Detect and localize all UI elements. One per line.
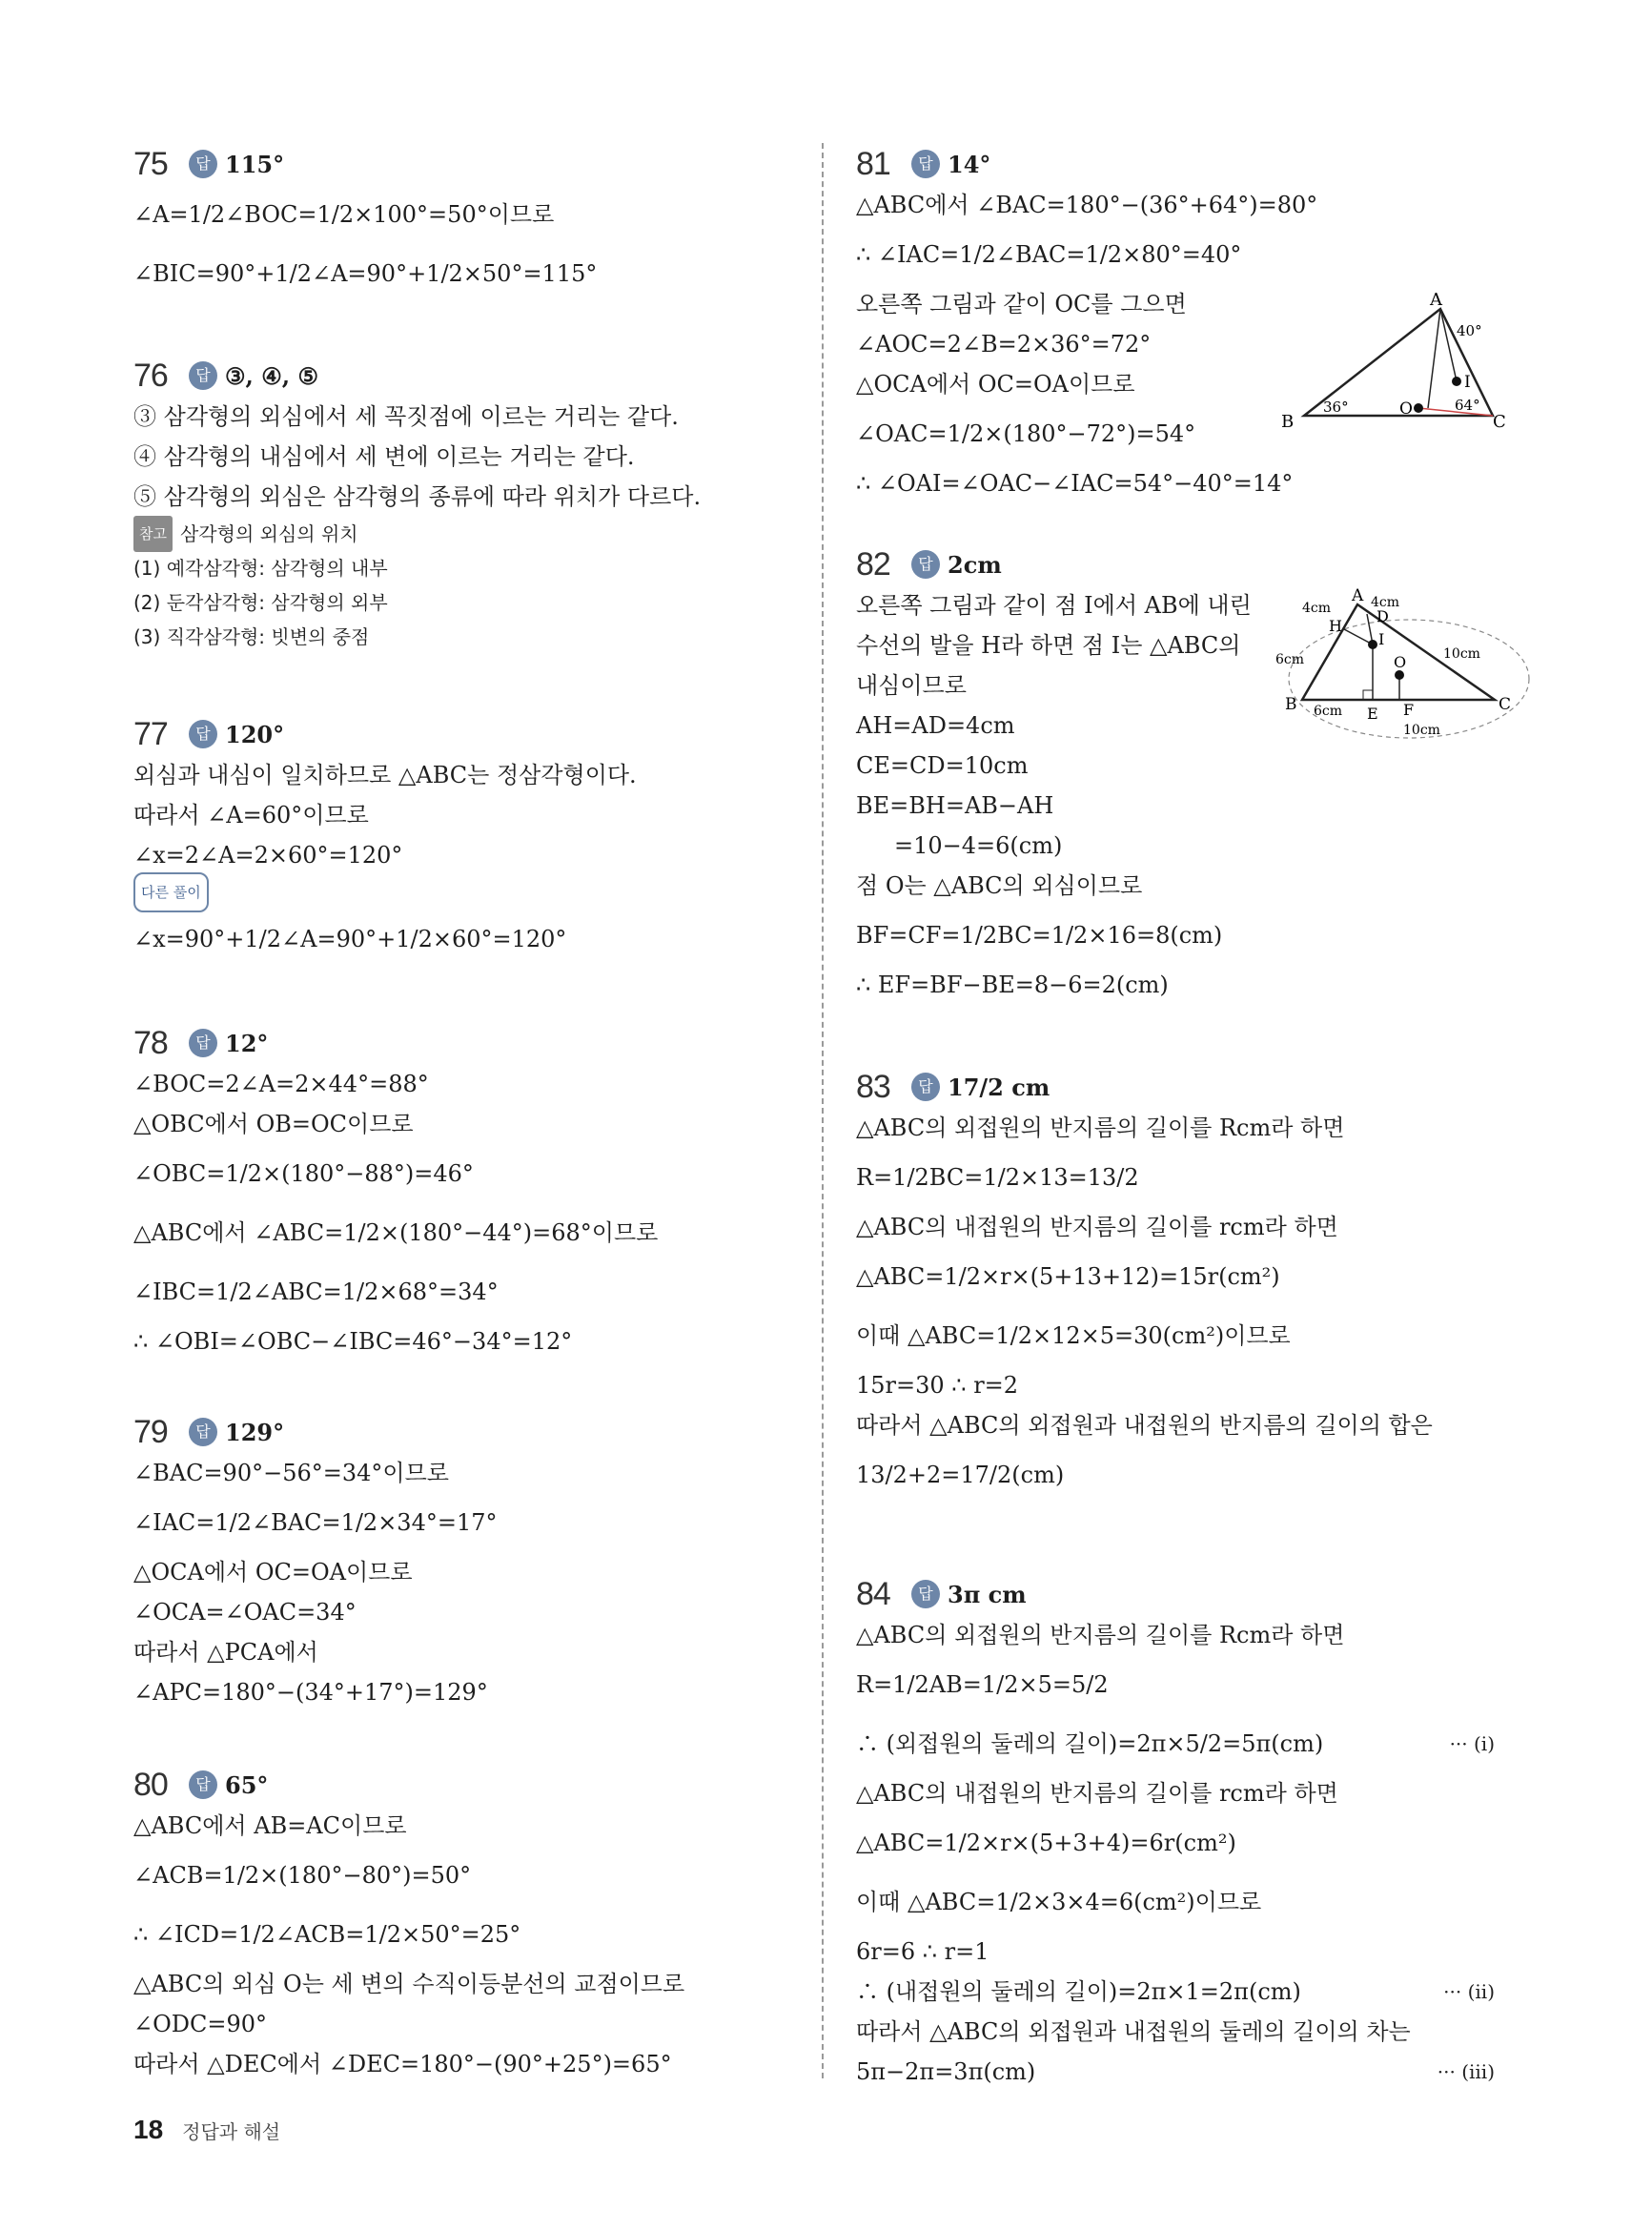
vertex-label-c: C	[1493, 412, 1506, 432]
problem-header	[133, 1764, 801, 1806]
answer-value: 12°	[225, 1029, 269, 1057]
note-header	[133, 517, 801, 551]
point-label-o: O	[1394, 653, 1407, 671]
answer-value: 115°	[225, 150, 285, 178]
solution-line: R=1/2AB=1/2×5=5/2	[856, 1671, 1109, 1698]
solution-line: 13/2+2=17/2(cm)	[856, 1462, 1065, 1488]
problem-number: 79	[133, 1413, 168, 1450]
problem-75	[133, 143, 801, 303]
solution-line: △OBC에서 OB=OC이므로	[133, 1111, 414, 1137]
step-mark: ··· (iii)	[1437, 2060, 1495, 2083]
point-label-d: D	[1377, 607, 1389, 625]
solution-line: 이때 △ABC=1/2×3×4=6(cm²)이므로	[856, 1889, 1262, 1915]
point-label-f: F	[1403, 701, 1415, 719]
solution-line: ④ 삼각형의 내심에서 세 변에 이르는 거리는 같다.	[133, 443, 635, 470]
solution-line: 오른쪽 그림과 같이 OC를 그으면	[856, 291, 1187, 317]
solution-line: 따라서 △ABC의 외접원과 내접원의 둘레의 길이의 차는	[856, 2018, 1411, 2045]
length-label-ah: 4cm	[1302, 601, 1332, 616]
solution-line	[856, 1972, 1523, 2012]
solution-line	[856, 2052, 1523, 2092]
problem-header	[133, 1022, 801, 1064]
solution-line: ∠A=1/2∠BOC=1/2×100°=50°이므로	[133, 201, 555, 228]
answer-badge-icon: 답	[189, 1418, 217, 1446]
answer-badge-icon: 답	[189, 150, 217, 178]
vertex-label-b: B	[1285, 695, 1297, 714]
solution-line: ∠BAC=90°−56°=34°이므로	[133, 1460, 449, 1486]
length-label-cd: 10cm	[1443, 646, 1480, 662]
problem-number: 81	[856, 145, 890, 182]
solution-line: ∠OAC=1/2×(180°−72°)=54°	[856, 420, 1196, 447]
answer-badge-icon: 답	[911, 1073, 940, 1101]
alt-solution-line: ∠x=90°+1/2∠A=90°+1/2×60°=120°	[133, 926, 567, 952]
solution-line: △ABC=1/2×r×(5+13+12)=15r(cm²)	[856, 1263, 1280, 1290]
angle-label-c: 64°	[1455, 397, 1480, 414]
solution-line: AH=AD=4cm	[856, 712, 1015, 739]
solution-line: 내심이므로	[856, 672, 967, 699]
solution-line: 수선의 발을 H라 하면 점 I는 △ABC의	[856, 632, 1241, 659]
solution-line: BE=BH=AB−AH	[856, 792, 1054, 819]
angle-label-b: 36°	[1323, 399, 1349, 416]
solution-line: ∠ACB=1/2×(180°−80°)=50°	[133, 1862, 472, 1889]
vertex-label-c: C	[1499, 695, 1512, 714]
point-label-e: E	[1367, 705, 1378, 723]
solution-line: R=1/2BC=1/2×13=13/2	[856, 1164, 1139, 1191]
problem-80	[133, 1764, 801, 2084]
solution-line: ∴ ∠OBI=∠OBC−∠IBC=46°−34°=12°	[133, 1328, 573, 1355]
solution-line: ∠IBC=1/2∠ABC=1/2×68°=34°	[133, 1279, 499, 1305]
page-number: 18	[133, 2115, 164, 2144]
note-tag: 참고	[133, 516, 173, 552]
problem-76	[133, 355, 801, 654]
alt-solution-header	[133, 875, 801, 910]
footer-title: 정답과 해설	[182, 2120, 281, 2143]
problem-header	[856, 1573, 1523, 1615]
solution-line: △ABC에서 ∠ABC=1/2×(180°−44°)=68°이므로	[133, 1219, 659, 1246]
solution-line: ∠x=2∠A=2×60°=120°	[133, 842, 403, 869]
problem-header	[856, 543, 1523, 585]
solution-line: ∠BIC=90°+1/2∠A=90°+1/2×50°=115°	[133, 260, 598, 287]
point-label-o: O	[1399, 399, 1413, 419]
solution-line: CE=CD=10cm	[856, 752, 1029, 779]
solution-line: ∴ ∠IAC=1/2∠BAC=1/2×80°=40°	[856, 241, 1242, 268]
solution-line: ∠ODC=90°	[133, 2011, 268, 2037]
problem-83	[856, 1066, 1523, 1504]
solution-line: 점 O는 △ABC의 외심이므로	[856, 872, 1143, 899]
solution-line: △ABC의 내접원의 반지름의 길이를 rcm라 하면	[856, 1780, 1338, 1807]
solution-line: ⑤ 삼각형의 외심은 삼각형의 종류에 따라 위치가 다르다.	[133, 483, 702, 510]
problem-number: 78	[133, 1024, 168, 1061]
solution-line: △ABC의 외심 O는 세 변의 수직이등분선의 교점이므로	[133, 1971, 685, 1997]
problem-78	[133, 1022, 801, 1361]
solution-text: ∴ (내접원의 둘레의 길이)=2π×1=2π(cm)	[856, 1978, 1301, 2005]
problem-77	[133, 713, 801, 969]
solution-line: BF=CF=1/2BC=1/2×16=8(cm)	[856, 922, 1223, 949]
solution-line: △ABC에서 ∠BAC=180°−(36°+64°)=80°	[856, 192, 1318, 218]
point-label-i: I	[1464, 373, 1471, 392]
problem-header	[133, 355, 801, 397]
solution-line: ∠AOC=2∠B=2×36°=72°	[856, 331, 1152, 358]
triangle-figure-81	[1275, 292, 1504, 439]
answer-badge-icon: 답	[189, 361, 217, 390]
alt-solution-tag: 다른 풀이	[133, 872, 209, 912]
solution-line: △ABC에서 AB=AC이므로	[133, 1812, 407, 1839]
point-label-i: I	[1378, 630, 1385, 648]
problem-header	[133, 143, 801, 185]
problem-header	[856, 143, 1523, 185]
problem-number: 83	[856, 1068, 890, 1105]
solution-line: ∴ EF=BF−BE=8−6=2(cm)	[856, 972, 1169, 998]
note-line: (1) 예각삼각형: 삼각형의 내부	[133, 557, 388, 580]
solution-line: 따라서 △ABC의 외접원과 내접원의 반지름의 길이의 합은	[856, 1412, 1433, 1439]
solution-line: 따라서 △PCA에서	[133, 1639, 318, 1666]
page-footer	[133, 2115, 280, 2145]
problem-84	[856, 1573, 1523, 2092]
answer-badge-icon: 답	[911, 1580, 940, 1608]
vertex-label-b: B	[1281, 412, 1295, 432]
problem-82	[856, 543, 1523, 1005]
note-title: 삼각형의 외심의 위치	[179, 522, 358, 545]
solution-line: 따라서 ∠A=60°이므로	[133, 802, 369, 829]
solution-line: ∠APC=180°−(34°+17°)=129°	[133, 1679, 488, 1706]
answer-badge-icon: 답	[189, 1770, 217, 1799]
solution-line: ∴ ∠OAI=∠OAC−∠IAC=54°−40°=14°	[856, 470, 1294, 497]
problem-79	[133, 1411, 801, 1712]
problem-number: 77	[133, 715, 168, 752]
answer-value: ③, ④, ⑤	[225, 361, 318, 390]
answer-badge-icon: 답	[189, 1029, 217, 1057]
note-line: (2) 둔각삼각형: 삼각형의 외부	[133, 591, 388, 614]
solution-line: ③ 삼각형의 외심에서 세 꼭짓점에 이르는 거리는 같다.	[133, 403, 679, 430]
solution-line: 15r=30 ∴ r=2	[856, 1372, 1019, 1399]
solution-line: 오른쪽 그림과 같이 점 I에서 AB에 내린	[856, 592, 1252, 619]
solution-line: ∴ ∠ICD=1/2∠ACB=1/2×50°=25°	[133, 1921, 521, 1948]
length-label-ad: 4cm	[1371, 595, 1400, 610]
solution-line: ∠OBC=1/2×(180°−88°)=46°	[133, 1160, 474, 1187]
solution-line: △ABC의 내접원의 반지름의 길이를 rcm라 하면	[856, 1214, 1338, 1240]
solution-text: ∴ (외접원의 둘레의 길이)=2π×5/2=5π(cm)	[856, 1730, 1324, 1757]
problem-number: 75	[133, 145, 168, 182]
solution-line: △ABC의 외접원의 반지름의 길이를 Rcm라 하면	[856, 1622, 1345, 1648]
angle-label-a: 40°	[1457, 322, 1482, 339]
vertex-label-a: A	[1430, 290, 1442, 310]
triangle-diagram	[1275, 292, 1504, 435]
answer-value: 129°	[225, 1418, 285, 1446]
point-label-h: H	[1329, 617, 1342, 635]
solution-line: ∠BOC=2∠A=2×44°=88°	[133, 1071, 429, 1097]
solution-line: △OCA에서 OC=OA이므로	[133, 1559, 413, 1586]
solution-line: 6r=6 ∴ r=1	[856, 1938, 989, 1965]
answer-value: 17/2 cm	[948, 1073, 1050, 1101]
solution-line: =10−4=6(cm)	[894, 832, 1063, 859]
solution-line: △ABC=1/2×r×(5+3+4)=6r(cm²)	[856, 1830, 1236, 1856]
answer-value: 120°	[225, 720, 285, 748]
step-mark: ··· (i)	[1449, 1732, 1495, 1755]
problem-number: 80	[133, 1766, 168, 1803]
solution-line: 이때 △ABC=1/2×12×5=30(cm²)이므로	[856, 1322, 1291, 1349]
solution-line: △ABC의 외접원의 반지름의 길이를 Rcm라 하면	[856, 1115, 1345, 1141]
solution-line: ∠IAC=1/2∠BAC=1/2×34°=17°	[133, 1509, 498, 1536]
problem-number: 84	[856, 1575, 890, 1612]
answer-value: 65°	[225, 1770, 269, 1799]
step-mark: ··· (ii)	[1443, 1980, 1495, 2003]
answer-badge-icon: 답	[911, 550, 940, 579]
answer-badge-icon: 답	[189, 720, 217, 748]
note-line: (3) 직각삼각형: 빗변의 중점	[133, 625, 370, 648]
solution-text: 5π−2π=3π(cm)	[856, 2058, 1036, 2085]
length-label-ce: 10cm	[1403, 723, 1440, 738]
problem-header	[133, 1411, 801, 1453]
answer-value: 2cm	[948, 550, 1002, 579]
answer-value: 3π cm	[948, 1580, 1027, 1608]
column-divider	[822, 143, 824, 2078]
answer-value: 14°	[948, 150, 991, 178]
problem-81	[856, 143, 1523, 503]
solution-line	[856, 1714, 1523, 1773]
vertex-label-a: A	[1352, 586, 1364, 605]
problem-number: 76	[133, 357, 168, 394]
triangle-diagram	[1275, 585, 1514, 747]
solution-line: 따라서 △DEC에서 ∠DEC=180°−(90°+25°)=65°	[133, 2051, 672, 2077]
answer-badge-icon: 답	[911, 150, 940, 178]
problem-header	[856, 1066, 1523, 1108]
solution-line: △OCA에서 OC=OA이므로	[856, 371, 1135, 398]
solution-line: ∠OCA=∠OAC=34°	[133, 1599, 357, 1626]
length-label-be: 6cm	[1314, 704, 1343, 719]
solution-line: 외심과 내심이 일치하므로 △ABC는 정삼각형이다.	[133, 762, 637, 788]
length-label-bh: 6cm	[1275, 652, 1305, 667]
problem-number: 82	[856, 545, 890, 583]
triangle-figure-82	[1275, 585, 1514, 751]
problem-header	[133, 713, 801, 755]
